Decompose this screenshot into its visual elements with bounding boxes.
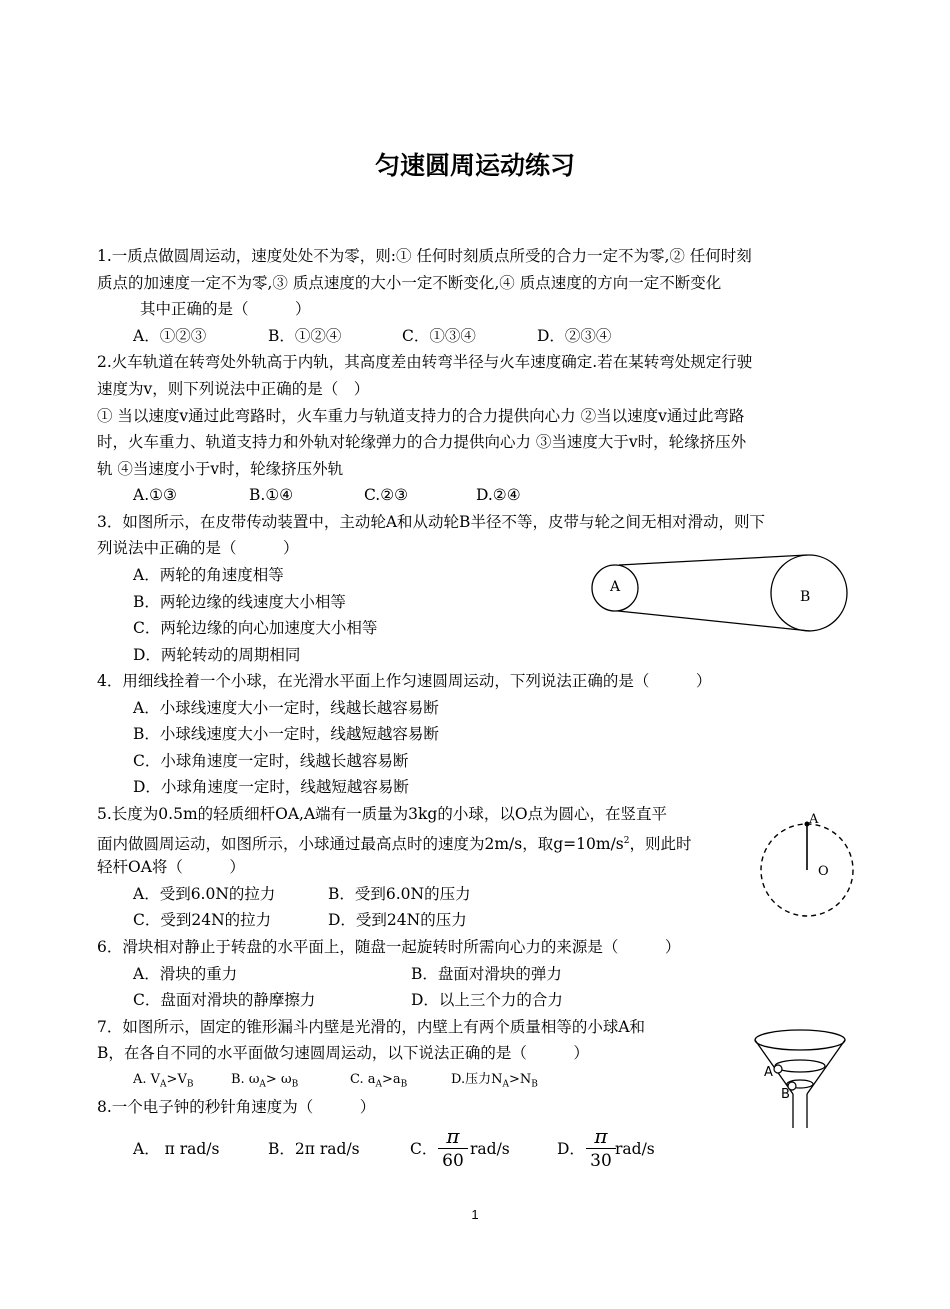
- q2-option-c: C.②③: [364, 486, 409, 504]
- q4-text-line1: 4．用细线拴着一个小球，在光滑水平面上作匀速圆周运动，下列说法正确的是（ ）: [97, 672, 712, 690]
- q3-option-c: C．两轮边缘的向心加速度大小相等: [133, 619, 378, 637]
- funnel-rim: [755, 1030, 845, 1050]
- ball-a: [774, 1065, 782, 1073]
- q7-option-c: C. $a_A>a_B$: [350, 1072, 408, 1090]
- q1-option-b: B．①②④: [268, 327, 342, 345]
- q8-option-c-unit: rad/s: [470, 1140, 510, 1158]
- q4-option-a: A．小球线速度大小一定时，线越长越容易断: [133, 699, 439, 717]
- q5-text-line1: 5.长度为0.5m的轻质细杆OA,A端有一质量为3kg的小球，以O点为圆心，在竖直平: [97, 805, 668, 823]
- q2-option-a: A.①③: [133, 486, 177, 504]
- belt-bottom: [618, 611, 810, 631]
- q1-text-line1: 1.一质点做圆周运动，速度处处不为零，则:① 任何时刻质点所受的合力一定不为零,② 任何时刻: [97, 247, 752, 265]
- pulley-a-label: A: [610, 579, 621, 595]
- q1-text-line3: 其中正确的是（ ）: [140, 300, 311, 318]
- q8-option-d-unit: rad/s: [615, 1140, 655, 1158]
- fraction-numerator: π: [446, 1124, 460, 1148]
- page-title: 匀速圆周运动练习: [374, 151, 575, 180]
- q6-text-line1: 6．滑块相对静止于转盘的水平面上，随盘一起旋转时所需向心力的来源是（ ）: [97, 938, 681, 956]
- q6-option-b: B．盘面对滑块的弹力: [411, 965, 562, 983]
- fraction-bar: [586, 1148, 616, 1149]
- orbit-a: [775, 1060, 825, 1072]
- q5-superscript: 2: [623, 836, 630, 846]
- q7-text-line1: 7．如图所示，固定的锥形漏斗内壁是光滑的，内壁上有两个质量相等的小球A和: [97, 1018, 646, 1036]
- page-number: 1: [471, 1207, 479, 1222]
- q8-option-d-fraction: [586, 1126, 616, 1171]
- point-a-label: A: [809, 812, 819, 827]
- q4-option-b: B．小球线速度大小一定时，线越短越容易断: [133, 725, 439, 743]
- funnel-figure: [748, 1022, 853, 1128]
- q7-option-a: A. $V_A>V_B$: [133, 1072, 194, 1090]
- q1-option-a: A．①②③: [133, 327, 207, 345]
- q8-text-line1: 8.一个电子钟的秒针角速度为（ ）: [97, 1098, 376, 1116]
- q8-option-c-fraction: [438, 1126, 468, 1171]
- fraction-numerator: π: [594, 1124, 608, 1148]
- q4-option-d: D．小球角速度一定时，线越短越容易断: [133, 778, 409, 796]
- q1-option-c: C．①③④: [402, 327, 476, 345]
- q5-option-c: C．受到24N的拉力: [133, 911, 272, 929]
- q8-option-a: A． π rad/s: [133, 1140, 220, 1158]
- q5-option-b: B．受到6.0N的压力: [328, 885, 471, 903]
- q3-option-d: D．两轮转动的周期相同: [133, 646, 301, 664]
- fraction-bar: [438, 1148, 468, 1149]
- q1-text-line2: 质点的加速度一定不为零,③ 质点速度的大小一定不断变化,④ 质点速度的方向一定不断变化: [97, 274, 722, 292]
- q2-text-line4: 时，火车重力、轨道支持力和外轨对轮缘弹力的合力提供向心力 ③当速度大于v时，轮缘挤压外: [97, 433, 747, 451]
- fraction-denominator: 60: [442, 1151, 464, 1171]
- belt-top: [619, 555, 807, 565]
- q6-option-c: C．盘面对滑块的静摩擦力: [133, 991, 316, 1009]
- q1-option-d: D．②③④: [537, 327, 612, 345]
- q2-text-line3: ① 当以速度v通过此弯路时，火车重力与轨道支持力的合力提供向心力 ②当以速度v通过此弯路: [97, 407, 745, 425]
- q7-text-line2: B，在各自不同的水平面做匀速圆周运动，以下说法正确的是（ ）: [97, 1044, 589, 1062]
- q7-option-b: B. $\omega_A> \omega_B$: [231, 1072, 299, 1090]
- q5-text-line3: 轻杆OA将（ ）: [97, 858, 245, 876]
- q6-option-d: D．以上三个力的合力: [411, 991, 563, 1009]
- q6-option-a: A．滑块的重力: [133, 965, 238, 983]
- q8-option-c-label: C．: [410, 1140, 438, 1158]
- belt-drive-figure: [585, 552, 855, 636]
- q8-option-b: B．2π rad/s: [268, 1140, 360, 1158]
- q5-text-line2a: 面内做圆周运动，如图所示，小球通过最高点时的速度为2m/s，取g=10m/s: [97, 835, 624, 854]
- q2-option-d: D.②④: [476, 486, 521, 504]
- q5-option-a: A．受到6.0N的拉力: [133, 885, 276, 903]
- q7-option-d: D.压力$N_A>N_B$: [451, 1072, 538, 1090]
- q8-option-d-label: D．: [557, 1140, 585, 1158]
- q2-text-line1: 2.火车轨道在转弯处外轨高于内轨，其高度差由转弯半径与火车速度确定.若在某转弯处规定行驶: [97, 353, 753, 371]
- ball-a-label: A: [764, 1065, 773, 1080]
- fraction-denominator: 30: [590, 1151, 612, 1171]
- q2-text-line2: 速度为v，则下列说法中正确的是（ ）: [97, 380, 370, 398]
- q3-text-line1: 3．如图所示，在皮带传动装置中，主动轮A和从动轮B半径不等，皮带与轮之间无相对滑动，则下: [97, 513, 765, 531]
- q2-text-line5: 轨 ④当速度小于v时，轮缘挤压外轨: [97, 460, 344, 478]
- q5-option-d: D．受到24N的压力: [328, 911, 467, 929]
- q3-option-a: A．两轮的角速度相等: [133, 566, 284, 584]
- point-o-label: O: [818, 864, 829, 879]
- q5-text-line2b: ，则此时: [629, 835, 692, 854]
- ball-b-label: B: [781, 1087, 790, 1102]
- q2-option-b: B.①④: [249, 486, 294, 504]
- q3-text-line2: 列说法中正确的是（ ）: [97, 539, 299, 557]
- pulley-b-label: B: [800, 589, 811, 605]
- q5-text-line2: [97, 831, 692, 854]
- rod-circle-figure: [755, 808, 860, 918]
- q4-option-c: C．小球角速度一定时，线越长越容易断: [133, 752, 409, 770]
- q3-option-b: B．两轮边缘的线速度大小相等: [133, 593, 346, 611]
